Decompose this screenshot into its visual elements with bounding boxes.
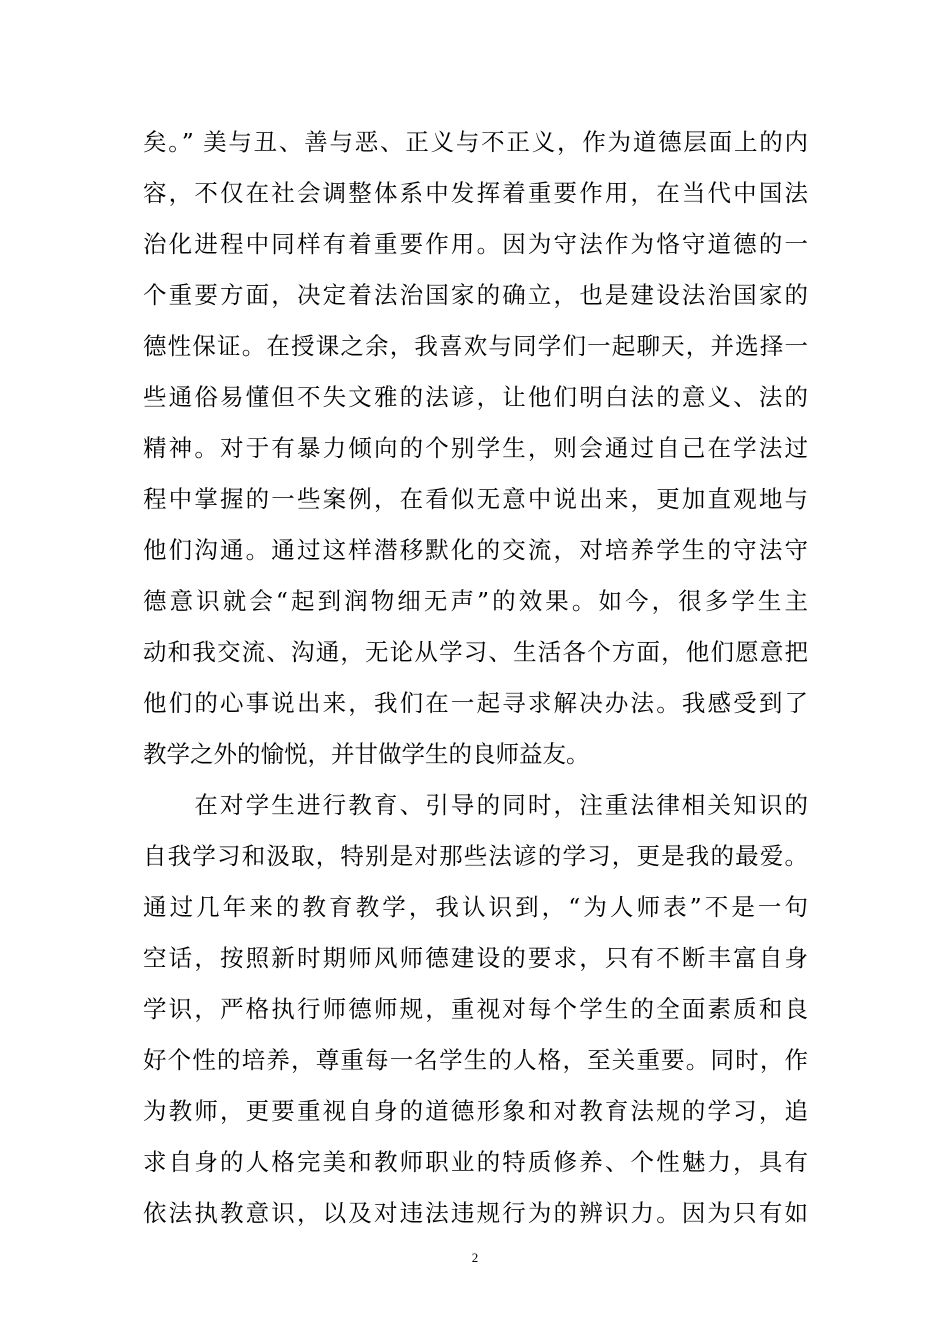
text-line: 教学之外的愉悦，并甘做学生的良师益友。	[143, 740, 590, 768]
text-line: 通过几年来的教育教学，我认识到，“为人师表”不是一句	[143, 893, 808, 921]
text-line: 空话，按照新时期师风师德建设的要求，只有不断丰富自身	[143, 944, 808, 972]
text-line: 为教师，更要重视自身的道德形象和对教育法规的学习，追	[143, 1097, 808, 1125]
body-text	[143, 117, 808, 1239]
text-line: 他们的心事说出来，我们在一起寻求解决办法。我感受到了	[143, 689, 808, 717]
text-line: 容，不仅在社会调整体系中发挥着重要作用，在当代中国法	[143, 179, 808, 207]
paragraph-1	[143, 117, 808, 780]
text-line: 求自身的人格完美和教师职业的特质修养、个性魅力，具有	[143, 1148, 808, 1176]
paragraph-2	[143, 780, 808, 1239]
page-number: 2	[471, 1250, 479, 1265]
text-line: 些通俗易懂但不失文雅的法谚，让他们明白法的意义、法的	[143, 383, 808, 411]
text-line: 依法执教意识，以及对违法违规行为的辨识力。因为只有如	[143, 1199, 808, 1227]
text-line: 动和我交流、沟通，无论从学习、生活各个方面，他们愿意把	[143, 638, 808, 666]
text-line: 程中掌握的一些案例，在看似无意中说出来，更加直观地与	[143, 485, 808, 513]
text-line: 德性保证。在授课之余，我喜欢与同学们一起聊天，并选择一	[143, 332, 808, 360]
text-line: 治化进程中同样有着重要作用。因为守法作为恪守道德的一	[143, 230, 808, 258]
text-line: 德意识就会“起到润物细无声”的效果。如今，很多学生主	[143, 587, 808, 615]
text-line: 个重要方面，决定着法治国家的确立，也是建设法治国家的	[143, 281, 808, 309]
text-line: 他们沟通。通过这样潜移默化的交流，对培养学生的守法守	[143, 536, 808, 564]
text-line: 好个性的培养，尊重每一名学生的人格，至关重要。同时，作	[143, 1046, 808, 1074]
text-line: 自我学习和汲取，特别是对那些法谚的学习，更是我的最爱。	[143, 842, 808, 870]
text-line: 矣。” 美与丑、善与恶、正义与不正义，作为道德层面上的内	[143, 128, 808, 156]
text-line: 学识，严格执行师德师规，重视对每个学生的全面素质和良	[143, 995, 808, 1023]
text-line: 在对学生进行教育、引导的同时，注重法律相关知识的	[143, 791, 808, 819]
text-line: 精神。对于有暴力倾向的个别学生，则会通过自己在学法过	[143, 434, 808, 462]
